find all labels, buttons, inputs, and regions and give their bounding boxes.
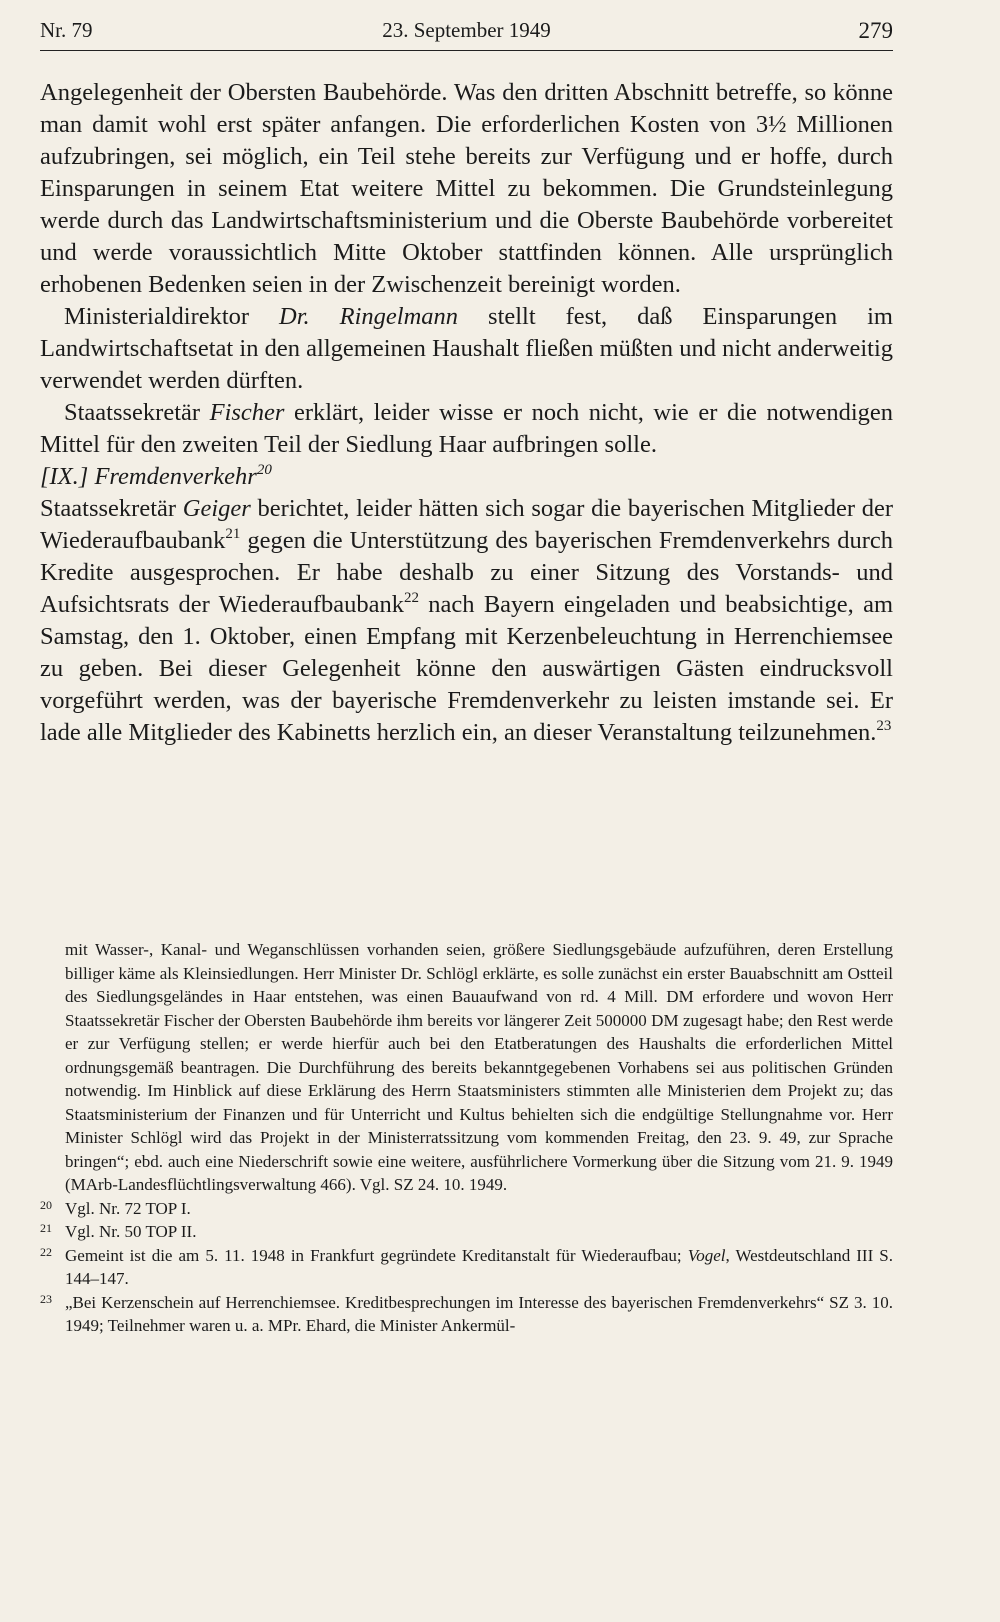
footnote-20-number: 20	[40, 1197, 52, 1212]
p3-lead: Staatssekretär	[64, 399, 210, 426]
p2-lead: Ministerialdirektor	[64, 303, 280, 330]
footnote-23-number: 23	[40, 1291, 52, 1306]
footnote-21	[40, 1220, 893, 1244]
p3-rest: erklärt, leider wisse er noch nicht, wie er die notwendigen Mittel für den zweiten Teil der Siedlung Haar aufbringen solle.	[40, 399, 893, 458]
footnote-ref-21[interactable]: 21	[225, 526, 241, 542]
footnote-23	[40, 1291, 893, 1338]
footnote-continuation: mit Wasser-, Kanal- und Weganschlüssen vorhanden seien, größere Siedlungsgebäude aufzuführen, deren Erstellung billiger käme als Kleinsiedlungen. Herr Minister Dr. Schlögl erklärte, es solle zunächst ein erster Bauabschnitt am Ostteil des Siedlungsgeländes in Haar entstehen, was einen Bauaufwand von rd. 4 Mill. DM erfordere und wovon Herr Staatssekretär Fischer der Obersten Baubehörde ihm bereits vor längerer Zeit 500000 DM zugesagt habe; den Rest werde er zur Verfügung stellen; er werde hierfür auch bei den Etatberatungen des Haushalts die erforderlichen Mittel ordnungsgemäß beantragen. Die Durchführung des bereits bekanntgegebenen Vorhabens sei aus politischen Gründen notwendig. Im Hinblick auf diese Erklärung des Herrn Staatsministers stimmten alle Ministerien dem Projekt zu; das Staatsministerium der Finanzen und für Unterricht und Kultus behielten sich die endgültige Stellungnahme vor. Herr Minister Schlögl wird das Projekt in der Ministerratssitzung vom kommenden Freitag, den 23. 9. 49, zur Sprache bringen“; ebd. auch eine Niederschrift sowie eine weitere, ausführlichere Vormerkung über die Sitzung vom 21. 9. 1949 (MArb-Landesflüchtlingsverwaltung 466). Vgl. SZ 24. 10. 1949.	[65, 940, 893, 1194]
p4-lead: Staatssekretär	[40, 495, 183, 522]
header-date: 23. September 1949	[382, 18, 551, 42]
main-text	[40, 77, 893, 749]
footnote-22-author: Vogel	[687, 1245, 726, 1265]
p4-part-a: berichtet, leider hätten sich sogar die bayerischen Mitglieder der Wiederaufbaubank	[40, 495, 893, 554]
footnote-ref-23[interactable]: 23	[876, 718, 892, 734]
p3-person: Fischer	[209, 399, 285, 426]
footnote-21-number: 21	[40, 1221, 52, 1235]
footnote-20-text: Vgl. Nr. 72 TOP I.	[65, 1198, 191, 1218]
footnote-22-number: 22	[40, 1244, 52, 1259]
p2-rest: stellt fest, daß Einsparungen im Landwirtschaftsetat in den allgemeinen Haushalt fließen müßten und nicht anderweitig verwendet werden dürften.	[40, 303, 893, 394]
paragraph-1: Angelegenheit der Obersten Baubehörde. Was den dritten Abschnitt betreffe, so könne man damit wohl erst später anfangen. Die erforderlichen Kosten von 3½ Millionen aufzubringen, sei möglich, ein Teil stehe bereits zur Verfügung und er hoffe, durch Einsparungen in seinem Etat weitere Mittel zu bekommen. Die Grundsteinlegung werde durch das Landwirtschaftsministerium und die Oberste Baubehörde vorbereitet und werde voraussichtlich Mitte Oktober stattfinden können. Alle ursprünglich erhobenen Bedenken seien in der Zwischenzeit bereinigt worden.	[40, 79, 893, 298]
p4-person: Geiger	[182, 495, 251, 522]
p4-part-b: gegen die Unterstützung des bayerischen Fremdenverkehrs durch Kredite ausgesprochen. Er habe deshalb zu einer Sitzung des Vorstands- und Aufsichtsrats der Wiederaufbaubank	[40, 527, 893, 618]
running-header	[40, 18, 893, 50]
footnotes	[40, 938, 893, 1338]
section-heading	[40, 461, 893, 493]
section-number: [IX.]	[40, 463, 89, 490]
footnote-ref-20[interactable]: 20	[256, 462, 272, 478]
page-number: 279	[858, 18, 893, 43]
p4-part-c: nach Bayern eingeladen und beabsichtige, am Samstag, den 1. Oktober, einen Empfang mit Kerzenbeleuchtung in Herrenchiemsee zu geben. Bei dieser Gelegenheit könne den auswärtigen Gästen eindrucksvoll vorgeführt werden, was der bayerische Fremdenverkehr zu leisten imstande sei. Er lade alle Mitglieder des Kabinetts herzlich ein, an dieser Veranstaltung teilzunehmen.	[40, 591, 893, 746]
issue-number: Nr. 79	[40, 18, 93, 42]
footnote-ref-22[interactable]: 22	[404, 590, 420, 606]
header-rule	[40, 50, 893, 51]
section-title: Fremdenverkehr	[88, 463, 257, 490]
footnote-21-text: Vgl. Nr. 50 TOP II.	[65, 1222, 197, 1241]
paragraph-4	[40, 493, 893, 749]
paragraph-3	[40, 397, 893, 461]
p2-person: Dr. Ringelmann	[279, 303, 459, 330]
footnote-20	[40, 1197, 893, 1221]
footnote-22-text: Gemeint ist die am 5. 11. 1948 in Frankfurt gegründete Kreditanstalt für Wiederaufbau;	[65, 1245, 688, 1265]
footnote-22-rest: , Westdeutschland III S. 144–147.	[65, 1245, 894, 1288]
footnote-22	[40, 1244, 893, 1291]
footnote-23-text: „Bei Kerzenschein auf Herrenchiemsee. Kreditbesprechungen im Interesse des bayerischen Fremdenverkehrs“ SZ 3. 10. 1949; Teilnehmer waren u. a. MPr. Ehard, die Minister Ankermül-	[65, 1292, 893, 1335]
paragraph-2	[40, 301, 893, 397]
